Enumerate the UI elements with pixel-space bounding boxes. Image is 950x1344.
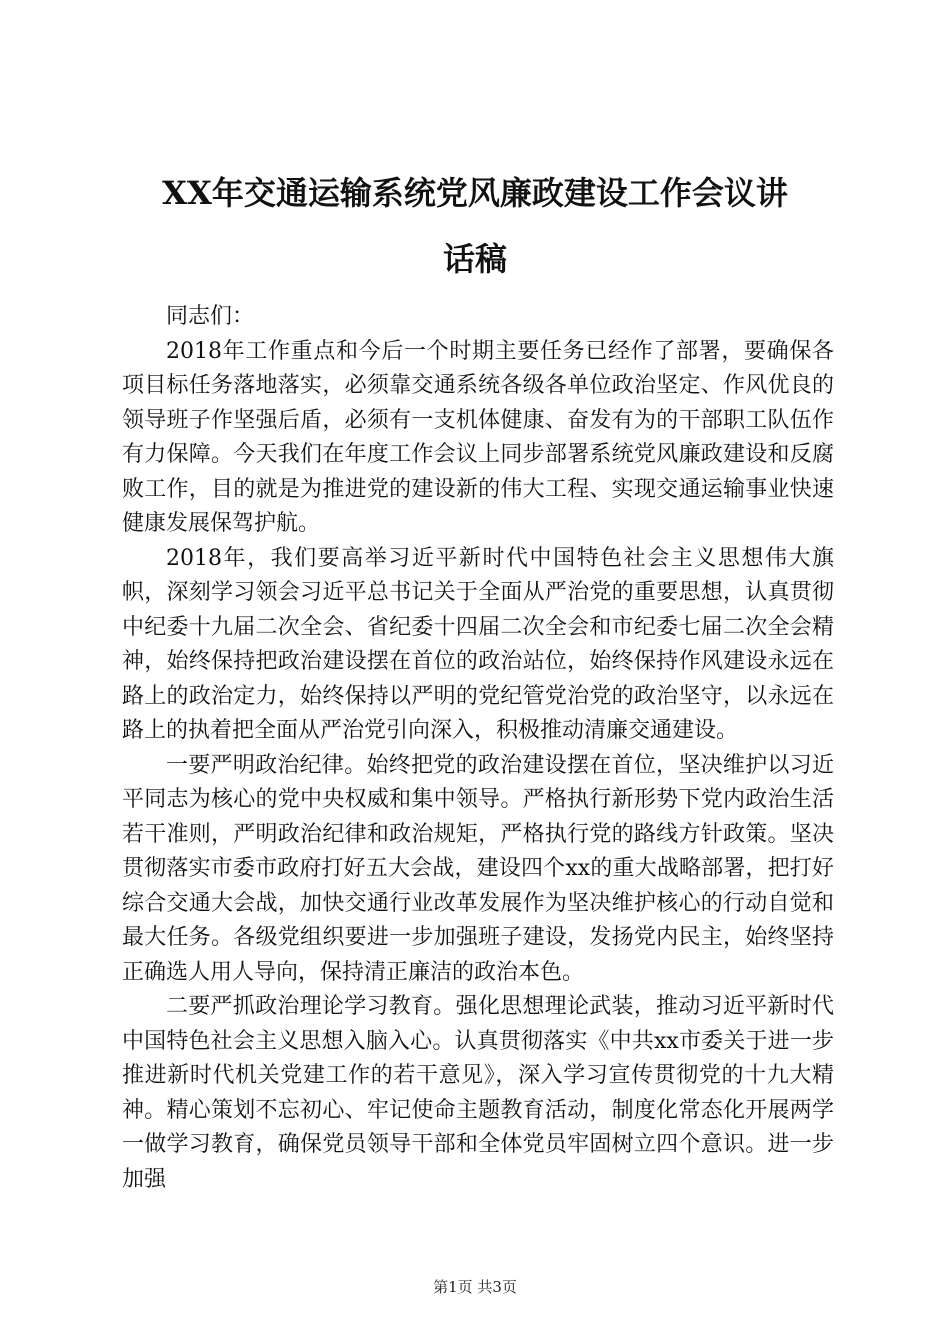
document-title (100, 160, 850, 292)
paragraph-4: 二要严抓政治理论学习教育。强化思想理论武装，推动习近平新时代中国特色社会主义思想入脑入心。认真贯彻落实《中共xx市委关于进一步推进新时代机关党建工作的若干意见》，深入学习宣传贯彻党的十九大精神。精心策划不忘初心、牢记使命主题教育活动，制度化常态化开展两学一做学习教育，确保党员领导干部和全体党员牢固树立四个意识。进一步加强 (122, 994, 834, 1192)
title-line-1: XX年交通运输系统党风廉政建设工作会议讲 (162, 174, 788, 212)
salutation: 同志们： (166, 304, 255, 329)
title-line-2: 话稿 (442, 240, 507, 278)
paragraph-3: 一要严明政治纪律。始终把党的政治建设摆在首位，坚决维护以习近平同志为核心的党中央权威和集中领导。严格执行新形势下党内政治生活若干准则，严明政治纪律和政治规矩，严格执行党的路线方针政策。坚决贯彻落实市委市政府打好五大会战，建设四个xx的重大战略部署，把打好综合交通大会战，加快交通行业改革发展作为坚决维护核心的行动自觉和最大任务。各级党组织要进一步加强班子建设，发扬党内民主，始终坚持正确选人用人导向，保持清正廉洁的政治本色。 (122, 752, 834, 985)
paragraph-1: 2018年工作重点和今后一个时期主要任务已经作了部署，要确保各项目标任务落地落实，必须靠交通系统各级各单位政治坚定、作风优良的领导班子作坚强后盾，必须有一支机体健康、奋发有为的干部职工队伍作有力保障。今天我们在年度工作会议上同步部署系统党风廉政建设和反腐败工作，目的就是为推进党的建设新的伟大工程、实现交通运输事业快速健康发展保驾护航。 (122, 338, 834, 536)
page-number-footer: 第1页 共3页 (433, 1278, 517, 1296)
document-body (122, 300, 834, 1197)
paragraph-2: 2018年，我们要高举习近平新时代中国特色社会主义思想伟大旗帜，深刻学习领会习近平总书记关于全面从严治党的重要思想，认真贯彻中纪委十九届二次全会、省纪委十四届二次全会和市纪委七届二次全会精神，始终保持把政治建设摆在首位的政治站位，始终保持作风建设永远在路上的政治定力，始终保持以严明的党纪管党治党的政治坚守，以永远在路上的执着把全面从严治党引向深入，积极推动清廉交通建设。 (122, 545, 834, 743)
